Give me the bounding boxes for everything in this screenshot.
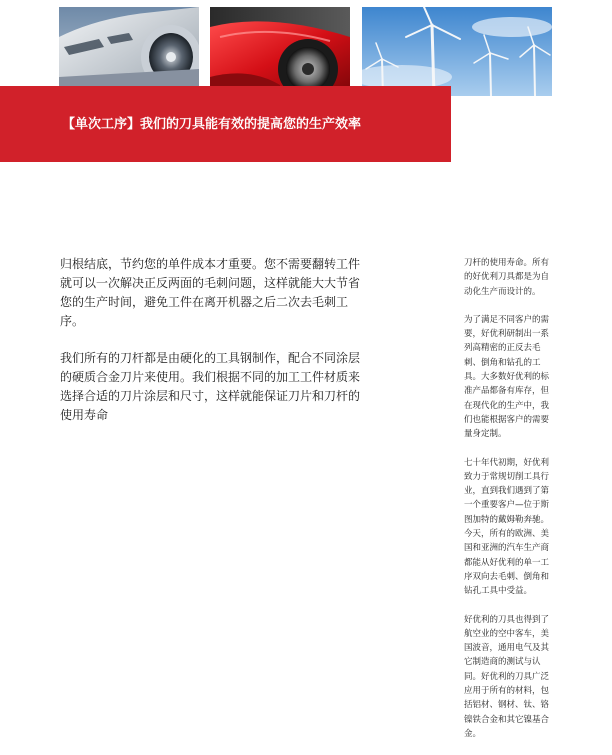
red-sports-car-photo xyxy=(210,7,350,96)
sidebar-paragraph: 为了满足不同客户的需要，好优利研制出一系列高精密的正反去毛刺、倒角和钻孔的工具。大多数好优利的标准产品都备有库存，但在现代化的生产中，我们也能根据客户的需要量身定制。 xyxy=(464,314,550,440)
sidebar-paragraph: 七十年代初期，好优利致力于常规切削工具行业，直到我们遇到了第一个重要客户—位于斯图加特的戴姆勒奔驰。今天，所有的欧洲、美国和亚洲的汽车生产商都能从好优利的单一工序双向去毛刺、倒角和钻孔工具中受益。 xyxy=(464,457,550,597)
main-paragraph: 归根结底，节约您的单件成本才重要。您不需要翻转工件就可以一次解决正反两面的毛刺问题，这样就能大大节省您的生产时间，避免工件在离开机器之后二次去毛刺工序。 xyxy=(60,257,361,328)
sidebar-paragraph: 好优利的刀具也得到了航空业的空中客车，美国波音，通用电气及其它制造商的测试与认同。好优利的刀具广泛应用于所有的材料，包括铝材、钢材、钛、铬镍铁合金和其它镍基合金。 xyxy=(464,614,550,739)
jet-engine-photo xyxy=(59,7,199,96)
banner-title: 【单次工序】我们的刀具能有效的提高您的生产效率 xyxy=(62,117,362,132)
main-paragraph: 我们所有的刀杆都是由硬化的工具钢制作，配合不同涂层的硬质合金刀片来使用。我们根据不同的加工工件材质来选择合适的刀片涂层和尺寸，这样就能保证刀片和刀杆的使用寿命 xyxy=(60,351,361,422)
sidebar-body xyxy=(464,256,556,755)
main-body xyxy=(60,255,360,443)
title-banner xyxy=(0,86,451,162)
sidebar-paragraph: 刀杆的使用寿命。所有的好优利刀具都是为自动化生产而设计的。 xyxy=(464,258,550,297)
wind-turbines-photo xyxy=(362,7,552,96)
